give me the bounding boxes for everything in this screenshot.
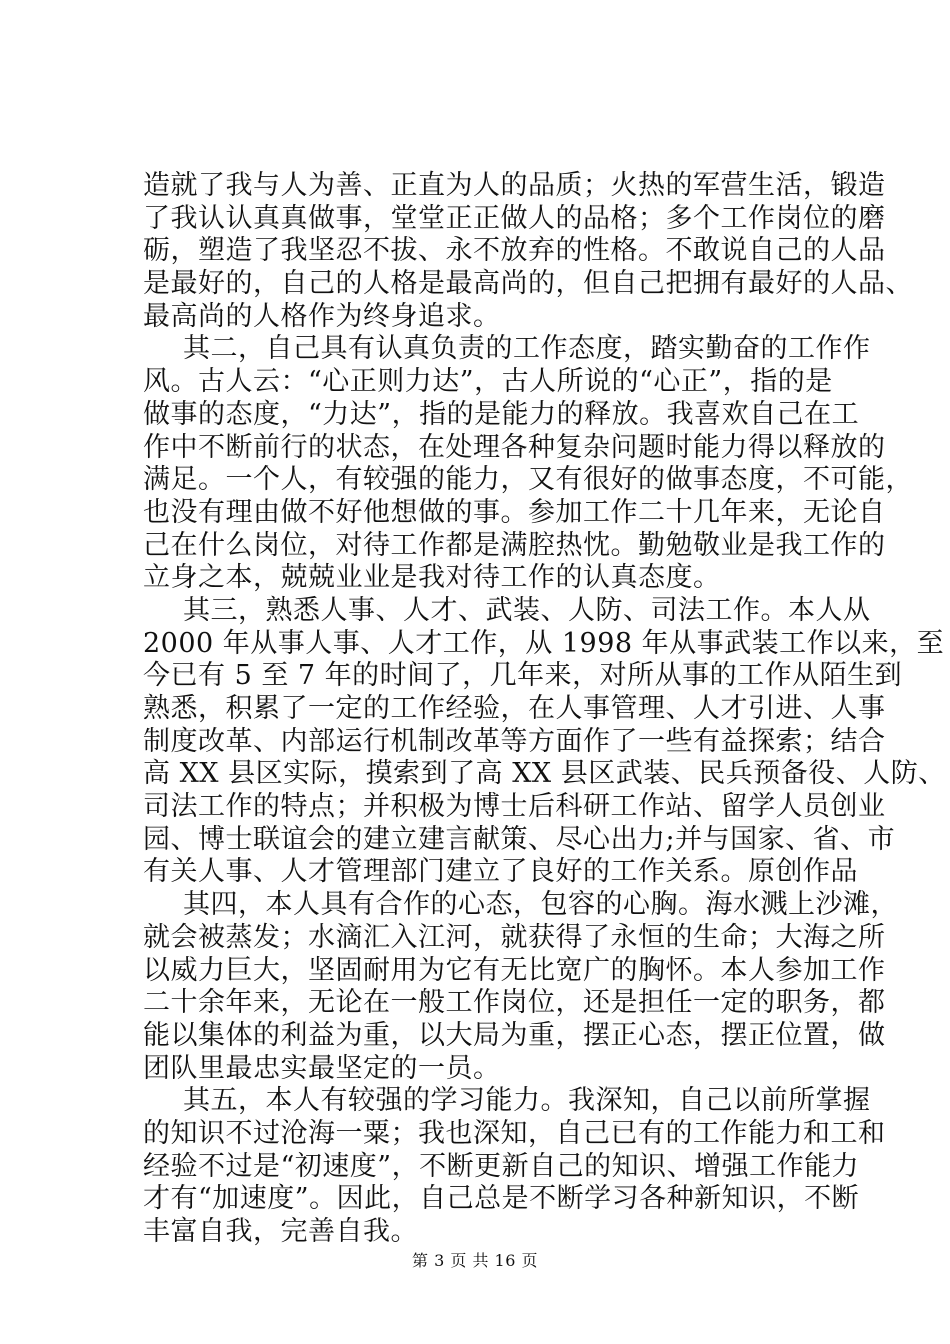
text-line: 风。古人云：“心正则力达”，古人所说的“心正”，指的是 [143,366,833,398]
paragraph-start-line: 其五，本人有较强的学习能力。我深知，自己以前所掌握 [183,1085,871,1117]
text-line: 了我认认真真做事，堂堂正正做人的品格；多个工作岗位的磨 [143,202,886,234]
text-line: 也没有理由做不好他想做的事。参加工作二十几年来，无论自 [143,496,886,528]
text-line: 熟悉，积累了一定的工作经验，在人事管理、人才引进、人事 [143,693,886,724]
page-footer [0,1248,950,1271]
paragraph-start-line: 其四，本人具有合作的心态，包容的心胸。海水溅上沙滩， [183,889,898,921]
text-line: 立身之本，兢兢业业是我对待工作的认真态度。 [143,562,721,594]
text-line: 作中不断前行的状态，在处理各种复杂问题时能力得以释放的 [143,431,886,463]
text-line: 今已有 5 至 7 年的时间了，几年来，对所从事的工作从陌生到 [143,660,903,692]
text-line: 能以集体的利益为重，以大局为重，摆正心态，摆正位置，做 [143,1019,886,1051]
text-line: 己在什么岗位，对待工作都是满腔热忱。勤勉敬业是我工作的 [143,529,886,561]
text-line: 的知识不过沧海一粟；我也深知，自己已有的工作能力和工和 [143,1117,886,1149]
text-line: 砺，塑造了我坚忍不拔、永不放弃的性格。不敢说自己的人品 [143,235,886,267]
text-line: 就会被蒸发；水滴汇入江河，就获得了永恒的生命；大海之所 [143,921,886,953]
text-line: 最高尚的人格作为终身追求。 [143,300,501,332]
text-line: 满足。一个人，有较强的能力，又有很好的做事态度，不可能， [143,464,913,496]
page-number-indicator: 第 3 页 共 16 页 [412,1251,538,1270]
text-line: 司法工作的特点；并积极为博士后科研工作站、留学人员创业 [143,791,886,823]
text-line: 二十余年来，无论在一般工作岗位，还是担任一定的职务，都 [143,987,886,1019]
document-body [143,170,946,1249]
text-line: 造就了我与人为善、正直为人的品质；火热的军营生活，锻造 [143,170,886,201]
text-line: 园、博士联谊会的建立建言献策、尽心出力;并与国家、省、市 [143,823,896,855]
text-line: 做事的态度，“力达”，指的是能力的释放。我喜欢自己在工 [143,398,860,430]
text-line: 才有“加速度”。因此，自己总是不断学习各种新知识，不断 [143,1183,860,1215]
paragraph-start-line: 其二，自己具有认真负责的工作态度，踏实勤奋的工作作 [183,333,871,365]
text-line: 2000 年从事人事、人才工作，从 1998 年从事武装工作以来，至 [143,627,945,659]
paragraph-start-line: 其三，熟悉人事、人才、武装、人防、司法工作。本人从 [183,594,871,626]
text-line: 制度改革、内部运行机制改革等方面作了一些有益探索；结合 [143,725,886,757]
text-line: 团队里最忠实最坚定的一员。 [143,1052,501,1084]
text-line: 丰富自我，完善自我。 [143,1216,418,1247]
text-line: 高 XX 县区实际，摸索到了高 XX 县区武装、民兵预备役、人防、 [143,758,946,790]
text-line: 有关人事、人才管理部门建立了良好的工作关系。原创作品 [143,856,858,888]
text-line: 以威力巨大，坚固耐用为它有无比宽广的胸怀。本人参加工作 [143,954,886,986]
text-line: 是最好的，自己的人格是最高尚的，但自己把拥有最好的人品、 [143,268,913,300]
text-line: 经验不过是“初速度”，不断更新自己的知识、增强工作能力 [143,1150,860,1182]
